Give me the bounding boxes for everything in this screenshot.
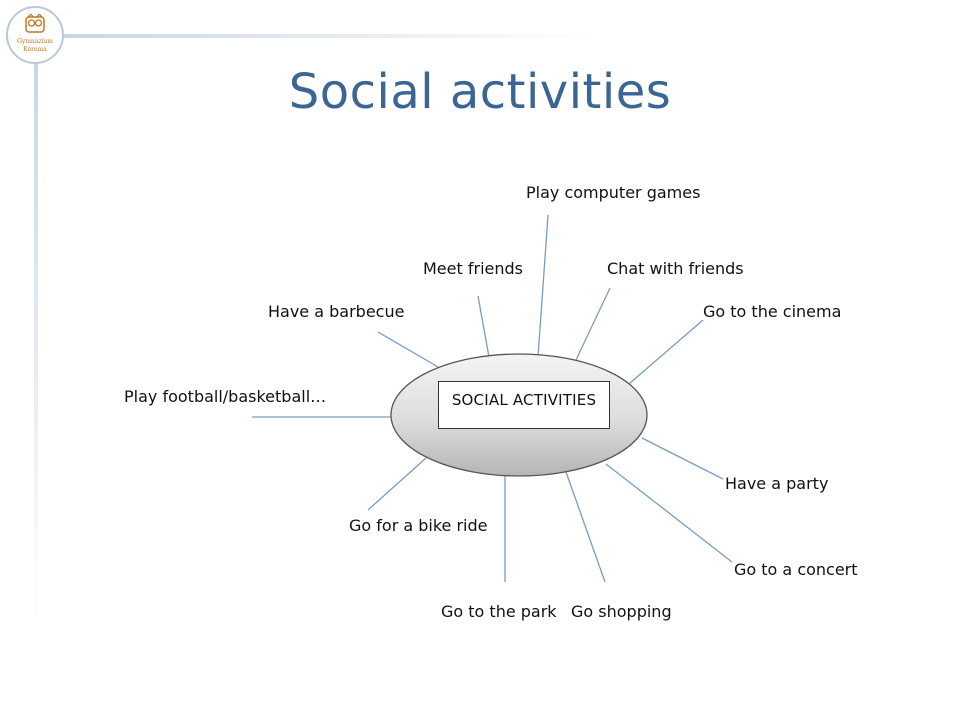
connector-play-computer-games (538, 215, 548, 357)
logo-text-line1: Gymnázium (17, 38, 53, 45)
node-chat-with-friends: Chat with friends (607, 259, 744, 278)
node-meet-friends: Meet friends (423, 259, 523, 278)
center-node-label: SOCIAL ACTIVITIES (438, 381, 610, 429)
logo-text-line2: Korema (23, 46, 47, 53)
node-have-a-barbecue: Have a barbecue (268, 302, 405, 321)
node-play-football-basketball: Play football/basketball… (124, 387, 327, 406)
node-go-to-a-concert: Go to a concert (734, 560, 858, 579)
node-play-computer-games: Play computer games (526, 183, 701, 202)
connector-go-to-a-concert (606, 464, 732, 562)
connector-go-for-a-bike-ride (368, 458, 426, 510)
connector-go-shopping (566, 472, 605, 582)
connector-have-a-party (642, 438, 723, 479)
connector-chat-with-friends (576, 288, 610, 360)
connector-have-a-barbecue (378, 332, 438, 367)
connector-meet-friends (478, 296, 489, 357)
node-have-a-party: Have a party (725, 474, 829, 493)
node-go-for-a-bike-ride: Go for a bike ride (349, 516, 488, 535)
connector-go-to-the-cinema (622, 320, 703, 390)
node-go-to-the-park: Go to the park (441, 602, 557, 621)
slide-title: Social activities (288, 64, 672, 120)
node-go-shopping: Go shopping (571, 602, 672, 621)
node-go-to-the-cinema: Go to the cinema (703, 302, 842, 321)
